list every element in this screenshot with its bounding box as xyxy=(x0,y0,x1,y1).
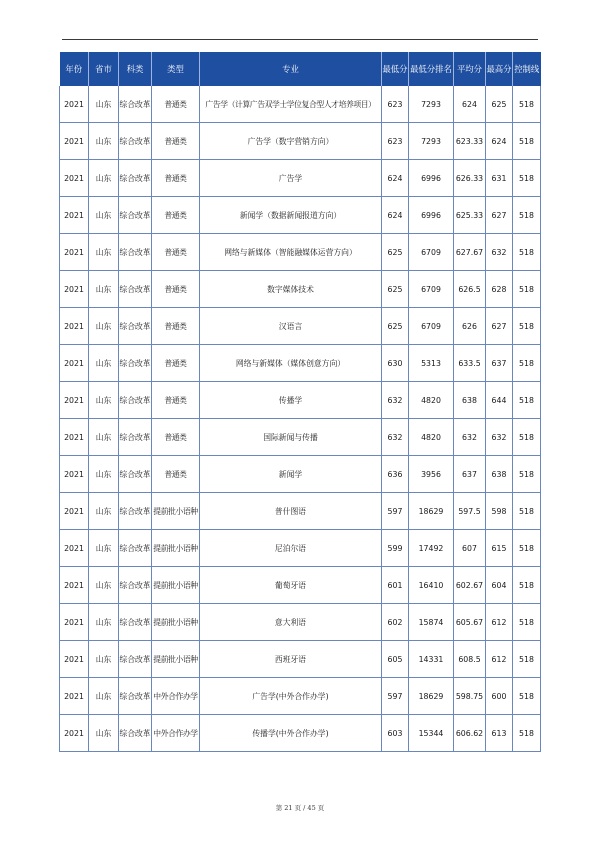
cell-min-rank: 6709 xyxy=(409,271,454,308)
cell-avg-score: 627.67 xyxy=(454,234,486,271)
cell-category: 普通类 xyxy=(152,345,200,382)
cell-max-score: 598 xyxy=(486,493,513,530)
cell-control-line: 518 xyxy=(513,308,541,345)
cell-province: 山东 xyxy=(89,419,119,456)
cell-min-rank: 15874 xyxy=(409,604,454,641)
cell-province: 山东 xyxy=(89,86,119,123)
cell-max-score: 632 xyxy=(486,419,513,456)
cell-min-rank: 18629 xyxy=(409,493,454,530)
cell-control-line: 518 xyxy=(513,678,541,715)
cell-control-line: 518 xyxy=(513,234,541,271)
cell-category: 中外合作办学 xyxy=(152,715,200,752)
cell-province: 山东 xyxy=(89,271,119,308)
top-rule xyxy=(62,39,538,40)
cell-category: 中外合作办学 xyxy=(152,678,200,715)
cell-avg-score: 602.67 xyxy=(454,567,486,604)
cell-min-score: 625 xyxy=(382,234,409,271)
cell-category: 普通类 xyxy=(152,271,200,308)
cell-control-line: 518 xyxy=(513,567,541,604)
cell-min-rank: 3956 xyxy=(409,456,454,493)
cell-subject-type: 综合改革 xyxy=(119,715,152,752)
column-header-subject-type: 科类 xyxy=(119,52,152,86)
cell-min-rank: 7293 xyxy=(409,86,454,123)
cell-category: 提前批小语种 xyxy=(152,530,200,567)
cell-avg-score: 624 xyxy=(454,86,486,123)
cell-subject-type: 综合改革 xyxy=(119,456,152,493)
cell-min-rank: 18629 xyxy=(409,678,454,715)
cell-avg-score: 597.5 xyxy=(454,493,486,530)
cell-category: 普通类 xyxy=(152,308,200,345)
cell-major: 广告学 xyxy=(200,160,382,197)
cell-control-line: 518 xyxy=(513,641,541,678)
column-header-category: 类型 xyxy=(152,52,200,86)
cell-province: 山东 xyxy=(89,530,119,567)
cell-min-score: 632 xyxy=(382,382,409,419)
cell-avg-score: 598.75 xyxy=(454,678,486,715)
cell-subject-type: 综合改革 xyxy=(119,86,152,123)
cell-avg-score: 608.5 xyxy=(454,641,486,678)
cell-min-score: 597 xyxy=(382,493,409,530)
cell-year: 2021 xyxy=(60,715,89,752)
cell-max-score: 613 xyxy=(486,715,513,752)
table-row xyxy=(60,641,541,678)
cell-subject-type: 综合改革 xyxy=(119,234,152,271)
cell-province: 山东 xyxy=(89,382,119,419)
cell-min-score: 636 xyxy=(382,456,409,493)
cell-max-score: 638 xyxy=(486,456,513,493)
cell-avg-score: 625.33 xyxy=(454,197,486,234)
cell-subject-type: 综合改革 xyxy=(119,123,152,160)
cell-control-line: 518 xyxy=(513,493,541,530)
cell-province: 山东 xyxy=(89,604,119,641)
cell-subject-type: 综合改革 xyxy=(119,345,152,382)
cell-province: 山东 xyxy=(89,567,119,604)
cell-province: 山东 xyxy=(89,456,119,493)
cell-max-score: 632 xyxy=(486,234,513,271)
column-header-year: 年份 xyxy=(60,52,89,86)
cell-year: 2021 xyxy=(60,493,89,530)
cell-major: 网络与新媒体（智能融媒体运营方向） xyxy=(200,234,382,271)
cell-province: 山东 xyxy=(89,234,119,271)
table-row xyxy=(60,123,541,160)
cell-min-rank: 15344 xyxy=(409,715,454,752)
cell-control-line: 518 xyxy=(513,86,541,123)
cell-control-line: 518 xyxy=(513,419,541,456)
cell-min-score: 630 xyxy=(382,345,409,382)
cell-province: 山东 xyxy=(89,345,119,382)
cell-year: 2021 xyxy=(60,160,89,197)
cell-control-line: 518 xyxy=(513,345,541,382)
cell-major: 新闻学 xyxy=(200,456,382,493)
cell-year: 2021 xyxy=(60,123,89,160)
table-row xyxy=(60,382,541,419)
page-number: 第 21 页 / 45 页 xyxy=(275,804,325,812)
cell-avg-score: 637 xyxy=(454,456,486,493)
table-row xyxy=(60,160,541,197)
cell-avg-score: 623.33 xyxy=(454,123,486,160)
cell-category: 提前批小语种 xyxy=(152,604,200,641)
cell-min-rank: 6996 xyxy=(409,197,454,234)
column-header-avg-score: 平均分 xyxy=(454,52,486,86)
cell-min-rank: 4820 xyxy=(409,382,454,419)
cell-year: 2021 xyxy=(60,86,89,123)
cell-major: 意大利语 xyxy=(200,604,382,641)
cell-min-score: 624 xyxy=(382,197,409,234)
table-row xyxy=(60,419,541,456)
cell-avg-score: 638 xyxy=(454,382,486,419)
cell-year: 2021 xyxy=(60,604,89,641)
cell-province: 山东 xyxy=(89,197,119,234)
cell-year: 2021 xyxy=(60,197,89,234)
cell-category: 普通类 xyxy=(152,382,200,419)
cell-max-score: 627 xyxy=(486,308,513,345)
table-row xyxy=(60,308,541,345)
cell-max-score: 625 xyxy=(486,86,513,123)
cell-year: 2021 xyxy=(60,234,89,271)
cell-min-score: 602 xyxy=(382,604,409,641)
cell-control-line: 518 xyxy=(513,271,541,308)
column-header-max-score: 最高分 xyxy=(486,52,513,86)
cell-year: 2021 xyxy=(60,345,89,382)
cell-max-score: 644 xyxy=(486,382,513,419)
cell-min-rank: 5313 xyxy=(409,345,454,382)
cell-control-line: 518 xyxy=(513,123,541,160)
cell-major: 普什图语 xyxy=(200,493,382,530)
cell-control-line: 518 xyxy=(513,530,541,567)
cell-control-line: 518 xyxy=(513,160,541,197)
cell-avg-score: 605.67 xyxy=(454,604,486,641)
cell-major: 传播学(中外合作办学) xyxy=(200,715,382,752)
cell-avg-score: 633.5 xyxy=(454,345,486,382)
cell-min-score: 623 xyxy=(382,86,409,123)
cell-min-score: 601 xyxy=(382,567,409,604)
column-header-min-score: 最低分 xyxy=(382,52,409,86)
table-row xyxy=(60,456,541,493)
cell-min-score: 624 xyxy=(382,160,409,197)
cell-category: 普通类 xyxy=(152,160,200,197)
cell-major: 数字媒体技术 xyxy=(200,271,382,308)
cell-control-line: 518 xyxy=(513,604,541,641)
cell-year: 2021 xyxy=(60,419,89,456)
cell-major: 尼泊尔语 xyxy=(200,530,382,567)
cell-year: 2021 xyxy=(60,530,89,567)
cell-control-line: 518 xyxy=(513,715,541,752)
table-row xyxy=(60,530,541,567)
cell-category: 普通类 xyxy=(152,234,200,271)
cell-max-score: 604 xyxy=(486,567,513,604)
cell-subject-type: 综合改革 xyxy=(119,493,152,530)
cell-min-rank: 6709 xyxy=(409,234,454,271)
cell-min-rank: 14331 xyxy=(409,641,454,678)
cell-province: 山东 xyxy=(89,715,119,752)
cell-min-rank: 6996 xyxy=(409,160,454,197)
cell-avg-score: 626 xyxy=(454,308,486,345)
cell-category: 普通类 xyxy=(152,419,200,456)
cell-major: 西班牙语 xyxy=(200,641,382,678)
cell-year: 2021 xyxy=(60,308,89,345)
cell-subject-type: 综合改革 xyxy=(119,567,152,604)
cell-min-score: 625 xyxy=(382,308,409,345)
column-header-province: 省市 xyxy=(89,52,119,86)
cell-major: 汉语言 xyxy=(200,308,382,345)
table-row xyxy=(60,493,541,530)
cell-subject-type: 综合改革 xyxy=(119,382,152,419)
cell-province: 山东 xyxy=(89,160,119,197)
cell-max-score: 624 xyxy=(486,123,513,160)
cell-subject-type: 综合改革 xyxy=(119,271,152,308)
cell-subject-type: 综合改革 xyxy=(119,530,152,567)
cell-max-score: 631 xyxy=(486,160,513,197)
table-header-row xyxy=(60,52,541,86)
table-row xyxy=(60,715,541,752)
cell-min-score: 599 xyxy=(382,530,409,567)
cell-province: 山东 xyxy=(89,308,119,345)
cell-category: 普通类 xyxy=(152,86,200,123)
cell-max-score: 600 xyxy=(486,678,513,715)
cell-year: 2021 xyxy=(60,456,89,493)
table-row xyxy=(60,271,541,308)
cell-min-rank: 7293 xyxy=(409,123,454,160)
table-row xyxy=(60,567,541,604)
cell-year: 2021 xyxy=(60,567,89,604)
cell-control-line: 518 xyxy=(513,456,541,493)
cell-year: 2021 xyxy=(60,271,89,308)
cell-min-rank: 4820 xyxy=(409,419,454,456)
column-header-control-line: 控制线 xyxy=(513,52,541,86)
cell-category: 普通类 xyxy=(152,197,200,234)
cell-subject-type: 综合改革 xyxy=(119,308,152,345)
cell-max-score: 612 xyxy=(486,641,513,678)
cell-category: 提前批小语种 xyxy=(152,493,200,530)
cell-min-score: 603 xyxy=(382,715,409,752)
cell-min-score: 632 xyxy=(382,419,409,456)
cell-subject-type: 综合改革 xyxy=(119,678,152,715)
cell-subject-type: 综合改革 xyxy=(119,604,152,641)
cell-control-line: 518 xyxy=(513,197,541,234)
cell-min-rank: 6709 xyxy=(409,308,454,345)
cell-major: 广告学（计算广告双学士学位复合型人才培养项目） xyxy=(200,86,382,123)
cell-min-score: 597 xyxy=(382,678,409,715)
cell-category: 普通类 xyxy=(152,456,200,493)
cell-avg-score: 632 xyxy=(454,419,486,456)
cell-category: 提前批小语种 xyxy=(152,567,200,604)
cell-category: 提前批小语种 xyxy=(152,641,200,678)
cell-major: 网络与新媒体（媒体创意方向） xyxy=(200,345,382,382)
cell-province: 山东 xyxy=(89,678,119,715)
table-row xyxy=(60,604,541,641)
cell-year: 2021 xyxy=(60,641,89,678)
column-header-major: 专业 xyxy=(200,52,382,86)
cell-avg-score: 607 xyxy=(454,530,486,567)
cell-max-score: 628 xyxy=(486,271,513,308)
cell-major: 新闻学（数据新闻报道方向） xyxy=(200,197,382,234)
cell-avg-score: 626.5 xyxy=(454,271,486,308)
cell-max-score: 627 xyxy=(486,197,513,234)
cell-min-score: 623 xyxy=(382,123,409,160)
column-header-min-rank: 最低分排名 xyxy=(409,52,454,86)
table-row xyxy=(60,345,541,382)
cell-subject-type: 综合改革 xyxy=(119,641,152,678)
cell-min-score: 605 xyxy=(382,641,409,678)
cell-major: 传播学 xyxy=(200,382,382,419)
cell-subject-type: 综合改革 xyxy=(119,160,152,197)
cell-province: 山东 xyxy=(89,641,119,678)
cell-category: 普通类 xyxy=(152,123,200,160)
cell-control-line: 518 xyxy=(513,382,541,419)
table-body xyxy=(60,86,541,752)
cell-max-score: 637 xyxy=(486,345,513,382)
cell-major: 广告学(中外合作办学) xyxy=(200,678,382,715)
cell-min-score: 625 xyxy=(382,271,409,308)
cell-province: 山东 xyxy=(89,493,119,530)
table-row xyxy=(60,197,541,234)
table-row xyxy=(60,86,541,123)
cell-min-rank: 16410 xyxy=(409,567,454,604)
table-row xyxy=(60,678,541,715)
admission-scores-table xyxy=(59,52,541,752)
cell-max-score: 615 xyxy=(486,530,513,567)
cell-year: 2021 xyxy=(60,678,89,715)
cell-avg-score: 626.33 xyxy=(454,160,486,197)
cell-min-rank: 17492 xyxy=(409,530,454,567)
table-row xyxy=(60,234,541,271)
cell-major: 国际新闻与传播 xyxy=(200,419,382,456)
cell-subject-type: 综合改革 xyxy=(119,197,152,234)
cell-avg-score: 606.62 xyxy=(454,715,486,752)
cell-year: 2021 xyxy=(60,382,89,419)
cell-province: 山东 xyxy=(89,123,119,160)
cell-max-score: 612 xyxy=(486,604,513,641)
cell-subject-type: 综合改革 xyxy=(119,419,152,456)
cell-major: 广告学（数字营销方向） xyxy=(200,123,382,160)
cell-major: 葡萄牙语 xyxy=(200,567,382,604)
